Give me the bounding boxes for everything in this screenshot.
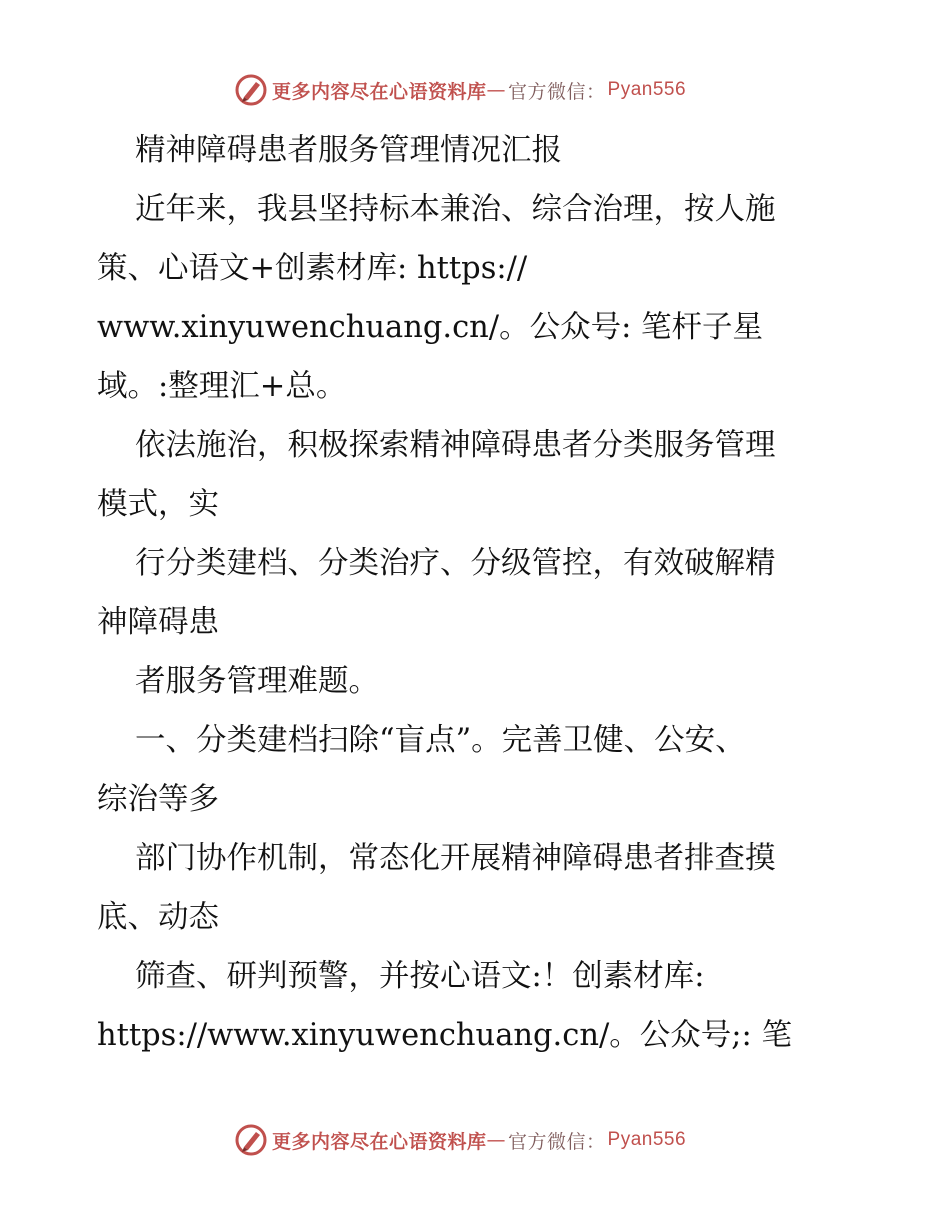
header-banner-separator: — — [486, 79, 507, 101]
footer-banner-main: 更多内容尽在心语资料库 — [272, 1130, 487, 1153]
text-line: https://www.xinyuwenchuang.cn/。公众号;: 笔 — [97, 1018, 792, 1053]
text-line: 模式，实 — [97, 487, 219, 522]
pen-logo-icon — [234, 1123, 268, 1157]
text-line: 行分类建档、分类治疗、分级管控，有效破解精 — [135, 546, 776, 581]
text-line: 域。:整理汇+总。 — [97, 369, 347, 404]
header-banner-id: Pyan556 — [607, 79, 687, 100]
footer-banner-sub: 官方微信： — [508, 1130, 606, 1153]
footer-banner-separator: — — [486, 1129, 507, 1151]
header-banner — [234, 72, 686, 108]
text-line: www.xinyuwenchuang.cn/。公众号: 笔杆子星 — [97, 310, 764, 345]
footer-banner — [234, 1122, 686, 1158]
text-line: 一、分类建档扫除“盲点”。完善卫健、公安、 — [135, 723, 746, 758]
text-line: 综治等多 — [97, 782, 219, 817]
pen-logo-icon — [234, 73, 268, 107]
text-line: 筛查、研判预警，并按心语文:！创素材库: — [135, 959, 705, 994]
header-banner-main: 更多内容尽在心语资料库 — [272, 80, 487, 103]
document-body — [97, 121, 857, 1065]
text-line: 依法施治，积极探索精神障碍患者分类服务管理 — [135, 428, 776, 463]
text-line: 策、心语文+创素材库: https:// — [97, 251, 528, 286]
text-line: 近年来，我县坚持标本兼治、综合治理，按人施 — [135, 192, 776, 227]
text-line: 者服务管理难题。 — [135, 664, 379, 699]
header-banner-sub: 官方微信： — [508, 80, 606, 103]
footer-banner-id: Pyan556 — [607, 1129, 687, 1150]
text-line: 底、动态 — [97, 900, 219, 935]
text-line: 神障碍患 — [97, 605, 219, 640]
document-title: 精神障碍患者服务管理情况汇报 — [135, 133, 562, 168]
text-line: 部门协作机制，常态化开展精神障碍患者排查摸 — [135, 841, 776, 876]
